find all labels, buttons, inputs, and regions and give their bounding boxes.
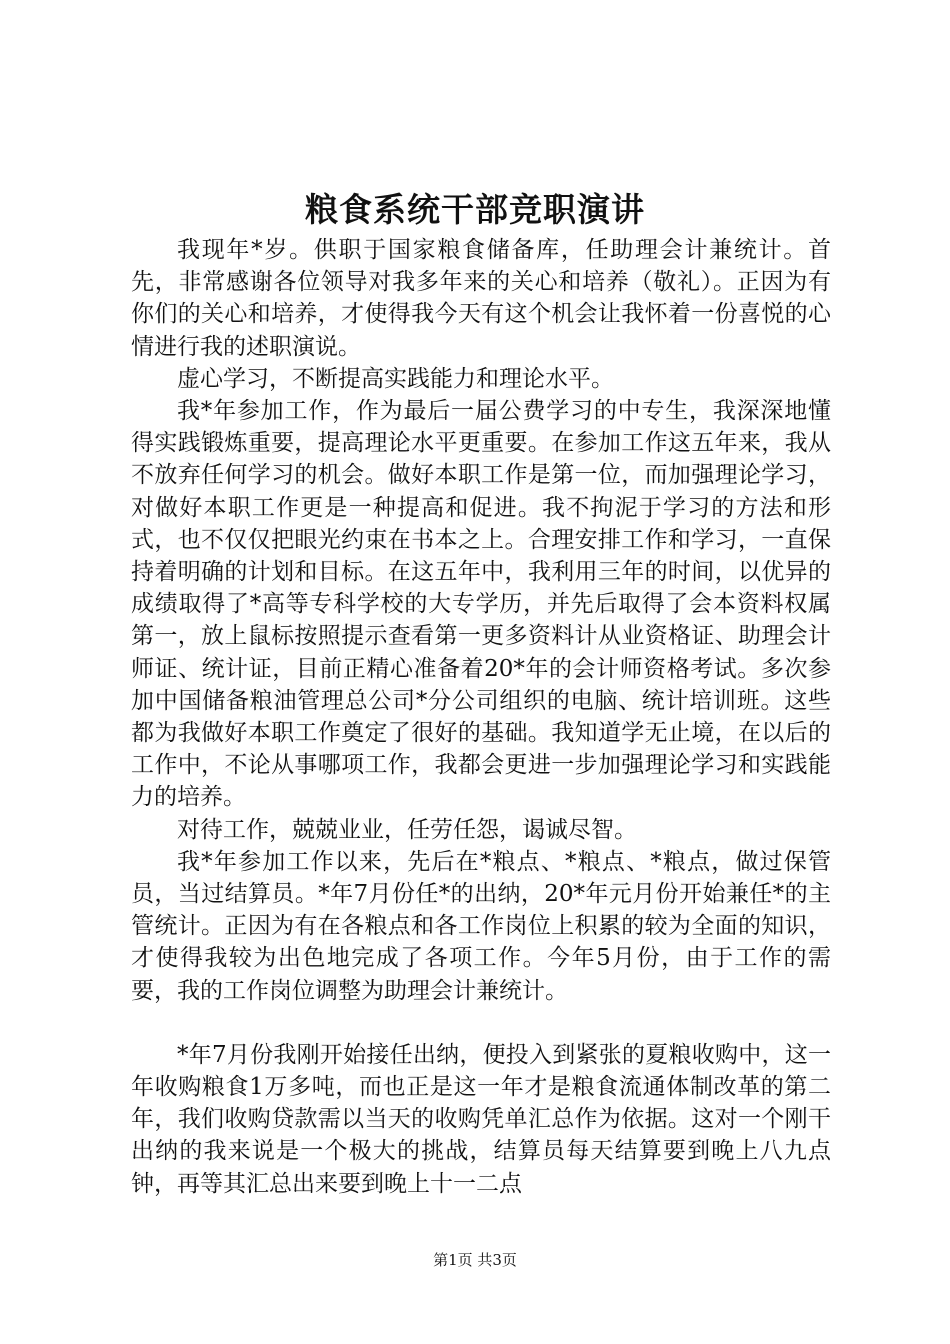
page-footer: 第1页 共3页 xyxy=(433,1251,517,1269)
paragraph-cashier: *年7月份我刚开始接任出纳，便投入到紧张的夏粮收购中，这一年收购粮食1万多吨，而也正是这一年才是粮食流通体制改革的第二年，我们收购贷款需以当天的收购凭单汇总作为依据。这对一个刚干出纳的我来说是一个极大的挑战，结算员每天结算要到晚上八九点钟，再等其汇总出来要到晚上十一二点 xyxy=(131,1041,831,1197)
paragraph-intro: 我现年*岁。供职于国家粮食储备库，任助理会计兼统计。首先，非常感谢各位领导对我多年来的关心和培养（敬礼）。正因为有你们的关心和培养，才使得我今天有这个机会让我怀着一份喜悦的心情进行我的述职演说。 xyxy=(131,237,831,360)
document-body xyxy=(131,234,831,1200)
paragraph-work: 我*年参加工作以来，先后在*粮点、*粮点、*粮点，做过保管员，当过结算员。*年7月份任*的出纳，20*年元月份开始兼任*的主管统计。正因为有在各粮点和各工作岗位上积累的较为全面的知识，才使得我较为出色地完成了各项工作。今年5月份，由于工作的需要，我的工作岗位调整为助理会计兼统计。 xyxy=(131,848,831,1004)
paragraph-study: 我*年参加工作，作为最后一届公费学习的中专生，我深深地懂得实践锻炼重要，提高理论水平更重要。在参加工作这五年来，我从不放弃任何学习的机会。做好本职工作是第一位，而加强理论学习，对做好本职工作更是一种提高和促进。我不拘泥于学习的方法和形式，也不仅仅把眼光约束在书本之上。合理安排工作和学习，一直保持着明确的计划和目标。在这五年中，我利用三年的时间，以优异的成绩取得了*高等专科学校的大专学历，并先后取得了会本资料权属第一，放上鼠标按照提示查看第一更多资料计从业资格证、助理会计师证、统计证，目前正精心准备着20*年的会计师资格考试。多次参加中国储备粮油管理总公司*分公司组织的电脑、统计培训班。这些都为我做好本职工作奠定了很好的基础。我知道学无止境，在以后的工作中，不论从事哪项工作，我都会更进一步加强理论学习和实践能力的培养。 xyxy=(131,398,831,811)
document-title: 粮食系统干部竞职演讲 xyxy=(305,190,645,229)
paragraph-heading-study: 虚心学习，不断提高实践能力和理论水平。 xyxy=(177,365,614,392)
paragraph-spacer xyxy=(131,1007,831,1039)
paragraph-heading-work: 对待工作，兢兢业业，任劳任怨，谒诚尽智。 xyxy=(177,816,637,843)
